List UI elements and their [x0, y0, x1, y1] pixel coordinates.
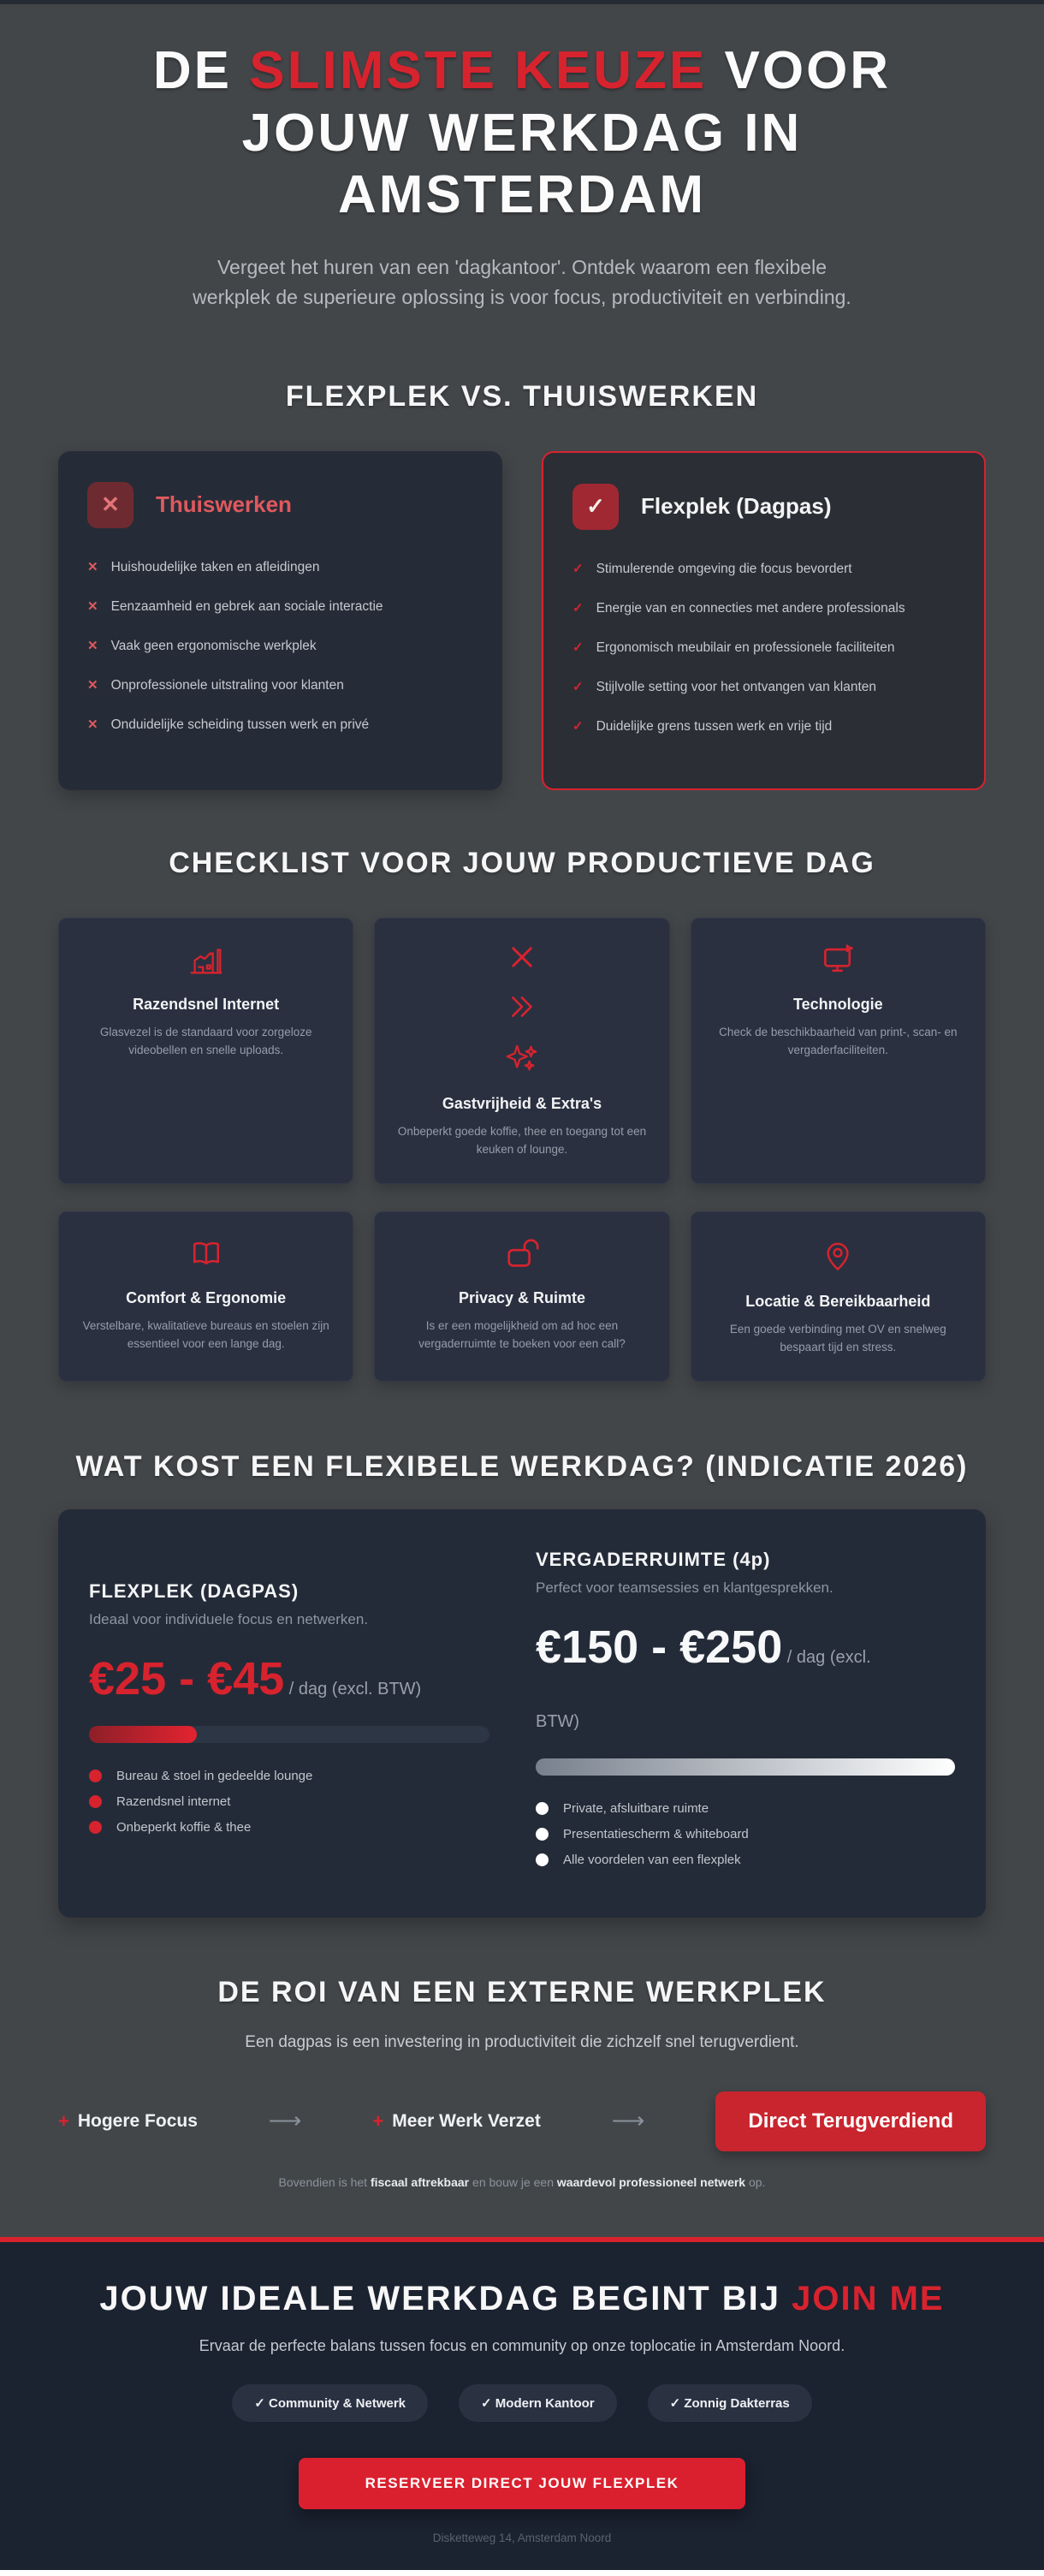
pricing-section: [58, 1450, 986, 1918]
plan-subtitle: Perfect voor teamsessies en klantgesprekken.: [536, 1579, 833, 1596]
comparison-grid: [58, 451, 986, 790]
vergaderruimte-price-bar-fill: [536, 1758, 955, 1776]
vergaderruimte-price-bar: [536, 1758, 955, 1776]
card-title: Razendsnel Internet: [133, 995, 280, 1013]
checklist-section: [58, 847, 986, 1382]
bullet-dot-icon: [536, 1853, 549, 1866]
footer-badges: [0, 2384, 1044, 2422]
feature-item: Onbeperkt koffie & thee: [89, 1820, 489, 1835]
checklist-card-technologie: [691, 918, 986, 1184]
card-description: Check de beschikbaarheid van print-, scan- en vergaderfaciliteiten.: [719, 1025, 958, 1056]
comparison-card-flexplek: [542, 451, 986, 790]
plan-subtitle: Ideaal voor individuele focus en netwerken.: [89, 1611, 369, 1628]
checklist-card-privacy: [374, 1211, 669, 1382]
footer-cta-section: [0, 2242, 1044, 2570]
plan-features: [536, 1801, 955, 1867]
list-item: ✕ Vaak geen ergonomische werkplek: [87, 638, 317, 653]
list-item: ✓ Ergonomisch meubilair en professionele faciliteiten: [572, 640, 895, 655]
checklist-card-internet: [58, 918, 353, 1184]
bullet-dot-icon: [89, 1795, 102, 1808]
footer-address: Disketteweg 14, Amsterdam Noord: [432, 2531, 612, 2544]
hero-subtitle: Vergeet het huren van een 'dagkantoor'. Ontdek waarom een flexibele werkplek de superieure oplossing is voor focus, productiviteit en verbinding.: [193, 255, 851, 309]
checklist-heading: CHECKLIST VOOR JOUW PRODUCTIEVE DAG: [169, 846, 875, 879]
card-title: Gastvrijheid & Extra's: [442, 1094, 602, 1112]
x-icon: ✕: [87, 559, 98, 574]
icon-stack: [392, 943, 651, 1074]
list-item: ✓ Energie van en connecties met andere professionals: [572, 600, 905, 616]
check-icon: ✓: [572, 600, 584, 616]
checklist-card-locatie: [691, 1211, 986, 1382]
feature-item: Razendsnel internet: [89, 1794, 489, 1809]
card-header: [572, 484, 955, 530]
pricing-column-vergaderruimte: [536, 1549, 955, 1878]
list-item: ✓ Stimulerende omgeving die focus bevordert: [572, 561, 852, 576]
pro-list: [572, 561, 955, 735]
card-description: Is er een mogelijkheid om ad hoc een vergaderruimte te boeken voor een call?: [418, 1318, 626, 1350]
list-item: ✓ Stijlvolle setting voor het ontvangen van klanten: [572, 679, 877, 694]
check-icon: ✓: [572, 484, 619, 530]
check-icon: ✓: [572, 640, 584, 655]
card-description: Glasvezel is de standaard voor zorgeloze videobellen en snelle uploads.: [99, 1025, 312, 1056]
list-item: ✕ Onduidelijke scheiding tussen werk en privé: [87, 717, 370, 732]
card-title: Comfort & Ergonomie: [126, 1288, 287, 1306]
pricing-card: [58, 1509, 986, 1918]
plan-price: €25 - €45 / dag (excl. BTW): [89, 1653, 422, 1705]
roi-section: [58, 1976, 986, 2189]
card-title: Flexplek (Dagpas): [641, 493, 832, 520]
roi-result-button[interactable]: Direct Terugverdiend: [715, 2091, 986, 2151]
checklist-grid: [58, 918, 986, 1382]
con-list: [87, 559, 473, 733]
hero-title-highlight: SLIMSTE KEUZE: [249, 41, 708, 100]
hero-section: [58, 4, 986, 353]
comparison-card-thuiswerken: [58, 451, 502, 790]
list-item: ✕ Onprofessionele uitstraling voor klanten: [87, 677, 344, 693]
chevrons-right-icon: [507, 994, 537, 1020]
sparkles-icon: [504, 1042, 540, 1074]
arrow-right-icon: ⟶: [268, 2108, 302, 2134]
footer-subtitle: Ervaar de perfecte balans tussen focus en community op onze toplocatie in Amsterdam Noord.: [199, 2336, 845, 2354]
plan-price: €150 - €250 / dag (excl. BTW): [536, 1621, 871, 1732]
check-icon: ✓: [572, 718, 584, 734]
check-icon: ✓: [572, 679, 584, 694]
roi-heading: DE ROI VAN EEN EXTERNE WERKPLEK: [217, 1975, 827, 2008]
x-icon: ✕: [87, 482, 133, 528]
close-icon: [507, 943, 537, 972]
x-icon: ✕: [87, 638, 98, 653]
open-book-icon: [76, 1236, 335, 1270]
feature-item: Bureau & stoel in gedeelde lounge: [89, 1769, 489, 1783]
flexplek-price-bar-fill: [89, 1726, 197, 1743]
badge-dakterras: ✓ Zonnig Dakterras: [648, 2384, 812, 2422]
plus-icon: +: [58, 2109, 69, 2132]
list-item: ✕ Eenzaamheid en gebrek aan sociale interactie: [87, 598, 383, 614]
bullet-dot-icon: [536, 1828, 549, 1841]
list-item: ✓ Duidelijke grens tussen werk en vrije tijd: [572, 718, 833, 734]
monitor-icon: [709, 943, 968, 977]
check-icon: ✓: [669, 2395, 681, 2411]
reserve-cta-button[interactable]: RESERVEER DIRECT JOUW FLEXPLEK: [299, 2458, 746, 2509]
feature-item: Private, afsluitbare ruimte: [536, 1801, 955, 1816]
comparison-heading: FLEXPLEK VS. THUISWERKEN: [285, 379, 759, 413]
roi-note: Bovendien is het fiscaal aftrekbaar en bouw je een waardevol professioneel netwerk op.: [278, 2174, 766, 2189]
roi-subtitle: Een dagpas is een investering in productiviteit die zichzelf snel terugverdient.: [245, 2032, 799, 2051]
footer-heading-highlight: JOIN ME: [792, 2279, 945, 2317]
card-title: Thuiswerken: [156, 491, 292, 518]
unlock-icon: [392, 1236, 651, 1270]
pricing-heading: WAT KOST EEN FLEXIBELE WERKDAG? (INDICATIE 2026): [75, 1449, 969, 1483]
plan-title: FLEXPLEK (DAGPAS): [89, 1580, 300, 1603]
card-title: Locatie & Bereikbaarheid: [745, 1292, 931, 1310]
check-icon: ✓: [572, 561, 584, 576]
pricing-column-flexplek: [89, 1580, 489, 1846]
map-pin-icon: [709, 1236, 968, 1274]
feature-item: Presentatiescherm & whiteboard: [536, 1827, 955, 1841]
bullet-dot-icon: [89, 1770, 102, 1782]
footer-heading: [0, 2280, 1044, 2318]
hero-title-post: VOOR JOUW WERKDAG IN AMSTERDAM: [241, 41, 892, 225]
fiber-internet-icon: [76, 943, 335, 977]
card-header: [87, 482, 473, 528]
roi-step-werk: + Meer Werk Verzet: [372, 2109, 541, 2132]
bottom-strip: [0, 2570, 1044, 2576]
card-title: Privacy & Ruimte: [458, 1288, 586, 1306]
check-icon: ✓: [254, 2395, 265, 2411]
bullet-dot-icon: [536, 1802, 549, 1815]
checklist-card-gastvrijheid: [374, 918, 669, 1184]
check-icon: ✓: [481, 2395, 492, 2411]
card-description: Verstelbare, kwalitatieve bureaus en stoelen zijn essentieel voor een lange dag.: [82, 1318, 329, 1350]
list-item: ✕ Huishoudelijke taken en afleidingen: [87, 559, 320, 574]
x-icon: ✕: [87, 677, 98, 693]
roi-step-focus: + Hogere Focus: [58, 2109, 198, 2132]
feature-item: Alle voordelen van een flexplek: [536, 1853, 955, 1867]
hero-title-pre: DE: [152, 41, 250, 100]
x-icon: ✕: [87, 598, 98, 614]
card-description: Een goede verbinding met OV en snelweg bespaart tijd en stress.: [729, 1322, 946, 1353]
footer-heading-pre: JOUW IDEALE WERKDAG BEGINT BIJ: [99, 2279, 792, 2317]
flexplek-price-bar: [89, 1726, 489, 1743]
x-icon: ✕: [87, 717, 98, 732]
card-title: Technologie: [792, 995, 883, 1013]
plus-icon: +: [372, 2109, 384, 2132]
bullet-dot-icon: [89, 1821, 102, 1834]
page-main: [0, 4, 1044, 2237]
arrow-right-icon: ⟶: [611, 2108, 645, 2134]
comparison-section: [58, 380, 986, 790]
plan-title: VERGADERRUIMTE (4p): [536, 1548, 771, 1570]
hero-title: [137, 40, 907, 227]
badge-community: ✓ Community & Netwerk: [232, 2384, 428, 2422]
roi-flow: [58, 2091, 986, 2151]
plan-features: [89, 1769, 489, 1835]
card-description: Onbeperkt goede koffie, thee en toegang tot een keuken of lounge.: [397, 1124, 647, 1156]
checklist-card-comfort: [58, 1211, 353, 1382]
badge-kantoor: ✓ Modern Kantoor: [459, 2384, 617, 2422]
